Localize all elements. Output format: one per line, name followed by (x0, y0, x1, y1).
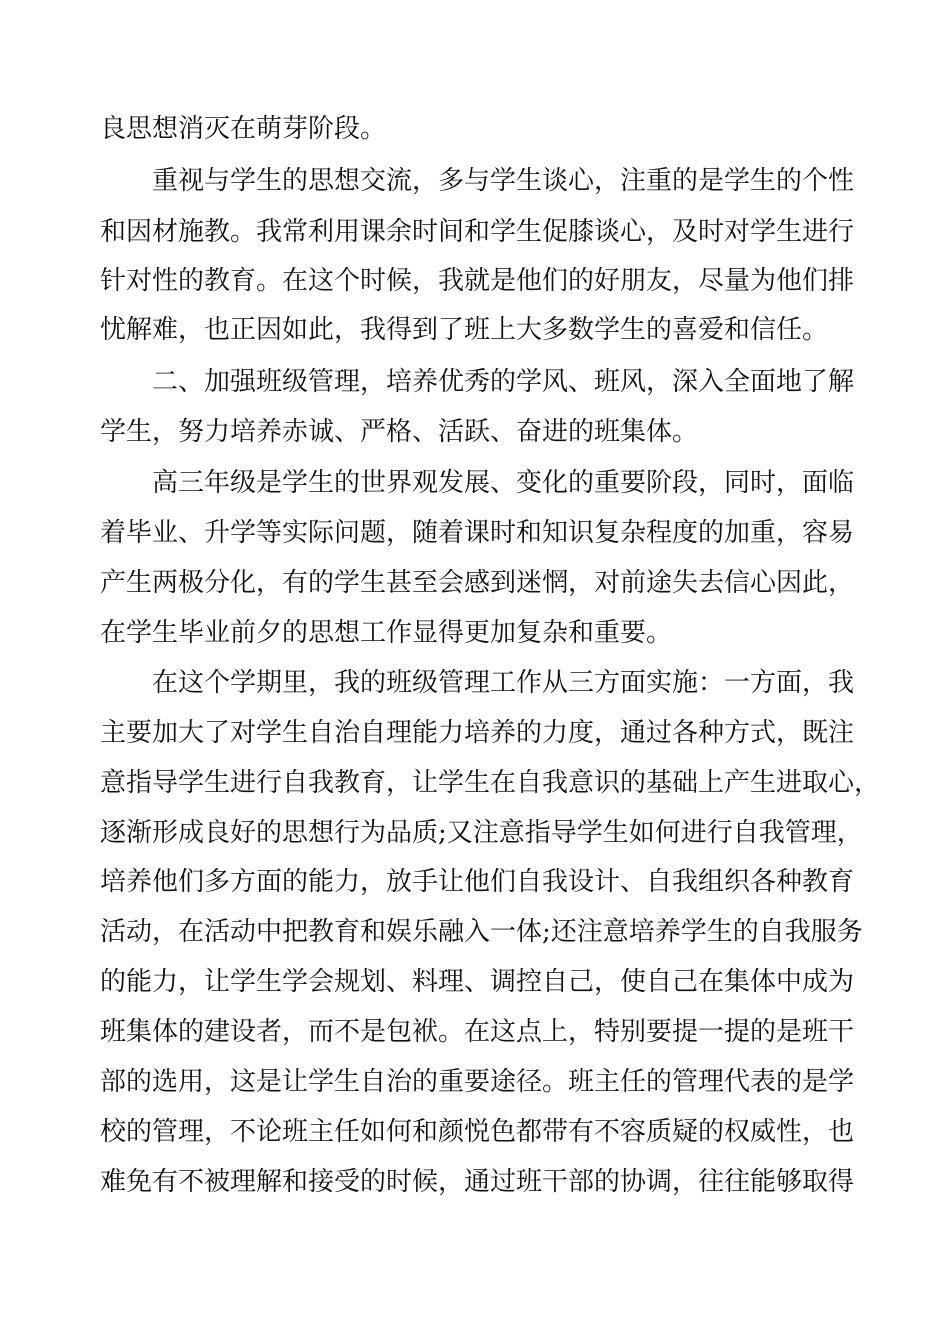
text-line: 在这个学期里，我的班级管理工作从三方面实施：一方面，我 (152, 668, 855, 698)
text-line: 班集体的建设者，而不是包袱。在这点上，特别要提一提的是班干 (100, 1017, 855, 1047)
text-line: 针对性的教育。在这个时候，我就是他们的好朋友，尽量为他们排 (100, 266, 855, 296)
text-line: 校的管理，不论班主任如何和颜悦色都带有不容质疑的权威性，也 (100, 1117, 855, 1147)
text-line: 重视与学生的思想交流，多与学生谈心，注重的是学生的个性 (152, 166, 855, 196)
text-line: 良思想消灭在萌芽阶段。 (100, 114, 387, 144)
text-line: 意指导学生进行自我教育，让学生在自我意识的基础上产生进取心， (100, 768, 881, 798)
text-line: 高三年级是学生的世界观发展、变化的重要阶段，同时，面临 (152, 468, 855, 498)
text-line: 主要加大了对学生自治自理能力培养的力度，通过各种方式，既注 (100, 718, 855, 748)
text-line: 的能力，让学生学会规划、料理、调控自己，使自己在集体中成为 (100, 967, 855, 997)
text-line: 学生，努力培养赤诚、严格、活跃、奋进的班集体。 (100, 417, 699, 447)
text-line: 产生两极分化，有的学生甚至会感到迷惘，对前途失去信心因此， (100, 568, 855, 598)
text-line: 二、加强班级管理，培养优秀的学风、班风，深入全面地了解 (152, 367, 855, 397)
text-line: 忧解难，也正因如此，我得到了班上大多数学生的喜爱和信任。 (100, 315, 829, 345)
text-line: 和因材施教。我常利用课余时间和学生促膝谈心，及时对学生进行 (100, 217, 855, 247)
text-line: 培养他们多方面的能力，放手让他们自我设计、自我组织各种教育 (100, 867, 855, 897)
text-line: 着毕业、升学等实际问题，随着课时和知识复杂程度的加重，容易 (100, 518, 855, 548)
text-line: 部的选用，这是让学生自治的重要途径。班主任的管理代表的是学 (100, 1067, 855, 1097)
text-line: 在学生毕业前夕的思想工作显得更加复杂和重要。 (100, 618, 673, 648)
text-line: 活动，在活动中把教育和娱乐融入一体;还注意培养学生的自我服务 (100, 917, 863, 947)
text-line: 逐渐形成良好的思想行为品质;又注意指导学生如何进行自我管理， (100, 818, 863, 848)
text-line: 难免有不被理解和接受的时候，通过班干部的协调，往往能够取得 (100, 1167, 855, 1197)
